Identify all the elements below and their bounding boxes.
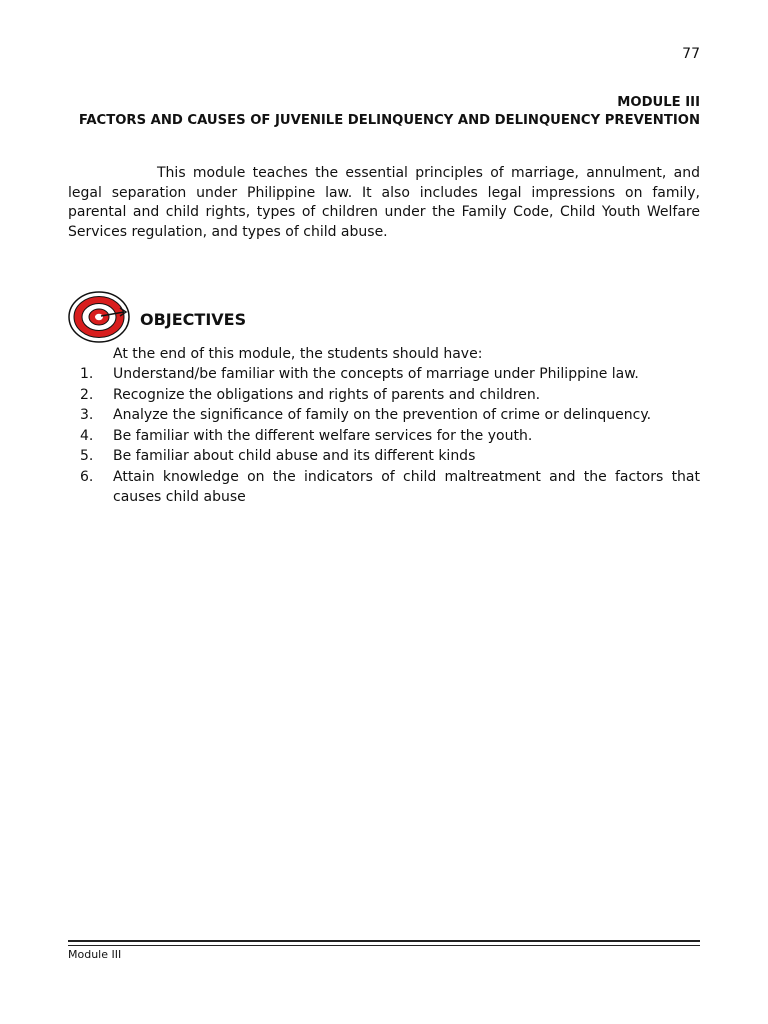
list-item bbox=[68, 446, 700, 467]
list-item bbox=[68, 405, 700, 426]
list-item-number: 6. bbox=[80, 468, 94, 485]
objectives-intro: At the end of this module, the students should have: bbox=[113, 346, 483, 362]
module-header bbox=[79, 94, 700, 130]
intro-text: This module teaches the essential principles of marriage, annulment, and legal separation under Philippine law. It also includes legal impressions on family, parental and child rights, types of children under the Family Code, Child Youth Welfare Services regulation, and types of child abuse. bbox=[68, 165, 700, 240]
list-item bbox=[68, 385, 700, 406]
list-item-number: 3. bbox=[80, 407, 94, 423]
list-item-text: Recognize the obligations and rights of parents and children. bbox=[113, 386, 541, 403]
objectives-heading: OBJECTIVES bbox=[140, 310, 247, 329]
list-item-text: Analyze the significance of family on the prevention of crime or delinquency. bbox=[113, 407, 652, 423]
target-icon bbox=[68, 290, 132, 344]
list-item-number: 1. bbox=[80, 366, 94, 382]
list-item-text: Be familiar about child abuse and its different kinds bbox=[113, 448, 476, 464]
list-item-text: Attain knowledge on the indicators of child maltreatment and the factors that causes child abuse bbox=[113, 468, 700, 505]
footer-label: Module III bbox=[68, 948, 122, 961]
list-item bbox=[68, 467, 700, 508]
list-item-number: 4. bbox=[80, 427, 94, 444]
intro-paragraph bbox=[68, 164, 700, 242]
list-item-number: 5. bbox=[80, 448, 94, 464]
module-title: FACTORS AND CAUSES OF JUVENILE DELINQUENCY AND DELINQUENCY PREVENTION bbox=[78, 113, 700, 128]
page-number: 77 bbox=[682, 46, 700, 62]
list-item-number: 2. bbox=[80, 386, 94, 403]
module-label: MODULE III bbox=[617, 95, 700, 110]
list-item-text: Be familiar with the different welfare services for the youth. bbox=[113, 427, 533, 444]
objectives-list bbox=[68, 364, 700, 508]
footer-divider bbox=[68, 940, 700, 946]
list-item bbox=[68, 426, 700, 447]
list-item bbox=[68, 364, 700, 385]
list-item-text: Understand/be familiar with the concepts of marriage under Philippine law. bbox=[113, 366, 639, 382]
